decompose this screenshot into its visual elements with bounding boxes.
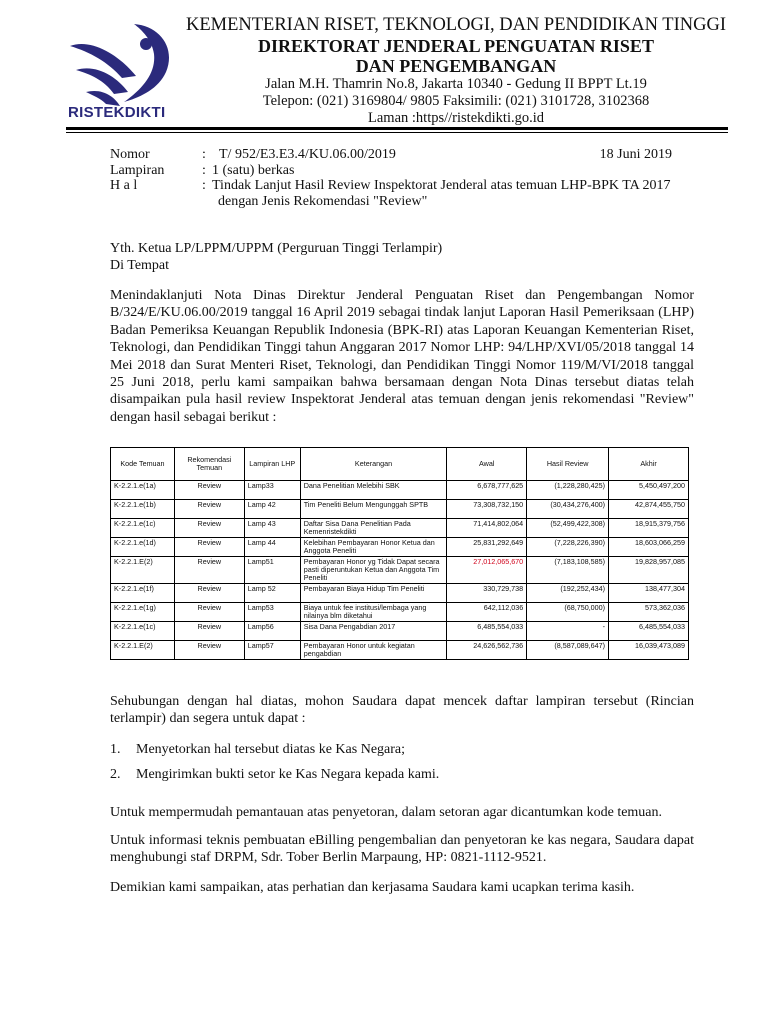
cell-kode: K-2.2.1.e(1c) — [111, 622, 175, 641]
letter-date: 18 Juni 2019 — [599, 147, 672, 162]
cell-awal: 25,831,292,649 — [447, 538, 527, 557]
colon: : — [202, 162, 206, 178]
action-list — [110, 741, 439, 791]
lampiran-row — [110, 163, 710, 179]
header-rekomendasi: Rekomendasi Temuan — [174, 448, 244, 481]
office-website: Laman :https//ristekdikti.go.id — [368, 110, 544, 126]
findings-table — [110, 447, 689, 660]
cell-hasil-review: (68,750,000) — [527, 603, 609, 622]
cell-keterangan: Sisa Dana Pengabdian 2017 — [300, 622, 447, 641]
cell-akhir: 42,874,455,750 — [609, 500, 689, 519]
cell-awal: 27,012,065,670 — [447, 557, 527, 584]
cell-hasil-review: (8,587,089,647) — [527, 641, 609, 660]
cell-akhir: 573,362,036 — [609, 603, 689, 622]
cell-kode: K-2.2.1.e(1b) — [111, 500, 175, 519]
logo-wordmark: RISTEKDIKTI — [68, 104, 166, 121]
cell-kode: K-2.2.1.e(1g) — [111, 603, 175, 622]
cell-awal: 6,485,554,033 — [447, 622, 527, 641]
table-row — [111, 584, 689, 603]
cell-kode: K-2.2.1.e(1d) — [111, 538, 175, 557]
cell-keterangan: Pembayaran Honor untuk kegiatan pengabdian — [300, 641, 447, 660]
cell-rekomendasi: Review — [174, 481, 244, 500]
table-row — [111, 538, 689, 557]
cell-akhir: 18,603,066,259 — [609, 538, 689, 557]
directorate-name: DIREKTORAT JENDERAL PENGUATAN RISET — [258, 36, 654, 56]
header-hasil-review: Hasil Review — [527, 448, 609, 481]
cell-keterangan: Dana Penelitian Melebihi SBK — [300, 481, 447, 500]
table-header-row — [111, 448, 689, 481]
cell-rekomendasi: Review — [174, 538, 244, 557]
letterhead-divider-thin — [66, 132, 728, 133]
cell-kode: K-2.2.1.E(2) — [111, 641, 175, 660]
cell-lampiran: Lamp33 — [244, 481, 300, 500]
cell-akhir: 16,039,473,089 — [609, 641, 689, 660]
cell-akhir: 19,828,957,085 — [609, 557, 689, 584]
hal-row — [110, 178, 710, 194]
cell-lampiran: Lamp 44 — [244, 538, 300, 557]
table-row — [111, 603, 689, 622]
hal-value: Tindak Lanjut Hasil Review Inspektorat Jenderal atas temuan LHP-BPK TA 2017 — [212, 178, 671, 193]
cell-awal: 24,626,562,736 — [447, 641, 527, 660]
cell-kode: K-2.2.1.e(1f) — [111, 584, 175, 603]
table-row — [111, 557, 689, 584]
table-row — [111, 641, 689, 660]
body-paragraph-5: Demikian kami sampaikan, atas perhatian dan kerjasama Saudara kami ucapkan terima kasih. — [110, 880, 635, 895]
cell-hasil-review: (52,499,422,308) — [527, 519, 609, 538]
letterhead — [180, 14, 732, 127]
cell-keterangan: Pembayaran Honor yg Tidak Dapat secara pasti diperuntukan Ketua dan Anggota Tim Peneliti — [300, 557, 447, 584]
cell-rekomendasi: Review — [174, 641, 244, 660]
cell-keterangan: Kelebihan Pembayaran Honor Ketua dan Anggota Peneliti — [300, 538, 447, 557]
cell-lampiran: Lamp51 — [244, 557, 300, 584]
cell-awal: 73,308,732,150 — [447, 500, 527, 519]
body-paragraph-3: Untuk mempermudah pemantauan atas penyetoran, dalam setoran agar dicantumkan kode temuan. — [110, 805, 663, 820]
cell-hasil-review: (192,252,434) — [527, 584, 609, 603]
cell-rekomendasi: Review — [174, 622, 244, 641]
cell-lampiran: Lamp 43 — [244, 519, 300, 538]
cell-rekomendasi: Review — [174, 500, 244, 519]
cell-lampiran: Lamp57 — [244, 641, 300, 660]
body-paragraph-4: Untuk informasi teknis pembuatan eBilling pengembalian dan penyetoran ke kas negara, Saudara dapat menghubungi staf DRPM, Sdr. Tober Berlin Marpaung, HP: 0821-1112-9521. — [110, 833, 694, 866]
office-phone: Telepon: (021) 3169804/ 9805 Faksimili: (021) 3101728, 3102368 — [262, 93, 650, 109]
table-row — [111, 500, 689, 519]
header-awal: Awal — [447, 448, 527, 481]
table-row — [111, 481, 689, 500]
ministry-name: KEMENTERIAN RISET, TEKNOLOGI, DAN PENDIDIKAN TINGGI — [185, 15, 727, 35]
list-item — [110, 741, 439, 758]
letter-meta — [110, 147, 710, 209]
cell-keterangan: Daftar Sisa Dana Penelitian Pada Kemenristekdikti — [300, 519, 447, 538]
cell-hasil-review: - — [527, 622, 609, 641]
cell-rekomendasi: Review — [174, 584, 244, 603]
body-paragraph-2: Sehubungan dengan hal diatas, mohon Saudara dapat mencek daftar lampiran tersebut (Rincian terlampir) dan segera untuk dapat : — [110, 694, 694, 727]
cell-lampiran: Lamp 52 — [244, 584, 300, 603]
cell-lampiran: Lamp56 — [244, 622, 300, 641]
cell-hasil-review: (30,434,276,400) — [527, 500, 609, 519]
cell-akhir: 138,477,304 — [609, 584, 689, 603]
recipient — [110, 240, 442, 274]
letterhead-divider-thick — [66, 127, 728, 130]
header-akhir: Akhir — [609, 448, 689, 481]
cell-kode: K-2.2.1.e(1a) — [111, 481, 175, 500]
recipient-place: Di Tempat — [110, 258, 170, 273]
cell-awal: 330,729,738 — [447, 584, 527, 603]
cell-awal: 6,678,777,625 — [447, 481, 527, 500]
list-number: 2. — [110, 767, 121, 782]
hal-label: H a l — [110, 178, 138, 193]
cell-rekomendasi: Review — [174, 519, 244, 538]
directorate-name-cont: DAN PENGEMBANGAN — [355, 56, 557, 76]
list-text: Mengirimkan bukti setor ke Kas Negara kepada kami. — [136, 767, 440, 782]
lampiran-value: 1 (satu) berkas — [212, 162, 295, 178]
list-item — [110, 766, 439, 783]
cell-keterangan: Tim Peneliti Belum Mengunggah SPTB — [300, 500, 447, 519]
cell-keterangan: Biaya untuk fee institusi/lembaga yang nilainya blm diketahui — [300, 603, 447, 622]
cell-akhir: 5,450,497,200 — [609, 481, 689, 500]
cell-keterangan: Pembayaran Biaya Hidup Tim Peneliti — [300, 584, 447, 603]
cell-akhir: 18,915,379,756 — [609, 519, 689, 538]
cell-hasil-review: (1,228,280,425) — [527, 481, 609, 500]
cell-akhir: 6,485,554,033 — [609, 622, 689, 641]
table-row — [111, 622, 689, 641]
lampiran-label: Lampiran — [110, 162, 165, 178]
list-number: 1. — [110, 742, 121, 757]
header-keterangan: Keterangan — [300, 448, 447, 481]
cell-hasil-review: (7,228,226,390) — [527, 538, 609, 557]
cell-kode: K-2.2.1.E(2) — [111, 557, 175, 584]
cell-hasil-review: (7,183,108,585) — [527, 557, 609, 584]
cell-awal: 71,414,802,064 — [447, 519, 527, 538]
recipient-name: Yth. Ketua LP/LPPM/UPPM (Perguruan Tinggi Terlampir) — [110, 241, 443, 256]
cell-kode: K-2.2.1.e(1c) — [111, 519, 175, 538]
colon: : — [202, 178, 206, 193]
cell-rekomendasi: Review — [174, 603, 244, 622]
colon: : — [202, 147, 206, 162]
nomor-label: Nomor — [110, 147, 150, 162]
office-address: Jalan M.H. Thamrin No.8, Jakarta 10340 - Gedung II BPPT Lt.19 — [265, 76, 647, 92]
cell-lampiran: Lamp 42 — [244, 500, 300, 519]
hal-value-cont: dengan Jenis Rekomendasi "Review" — [218, 193, 428, 209]
cell-lampiran: Lamp53 — [244, 603, 300, 622]
nomor-text: T/ 952/E3.E3.4/KU.06.00/2019 — [219, 147, 396, 162]
table-row — [111, 519, 689, 538]
body-paragraph-1: Menindaklanjuti Nota Dinas Direktur Jenderal Penguatan Riset dan Pengembangan Nomor B/324/E/KU.06.00/2019 tanggal 16 April 2019 sebagai tindak lanjut Laporan Hasil Pemeriksaan (LHP) Badan Pemeriksa Keuangan Republik Indonesia (BPK-RI) atas Laporan Keuangan Kementerian Riset, Teknologi, dan Pendidikan Tinggi tahun Anggaran 2017 Nomor LHP: 94/LHP/XVI/05/2018 tanggal 14 Mei 2018 dan Surat Menteri Riset, Teknologi, dan Pendidikan Tinggi Nomor 119/M/VI/2018 tanggal 25 Juni 2018, perlu kami sampaikan bahwa bersamaan dengan Nota Dinas tersebut diatas telah disampaikan pula hasil review Inspektorat Jenderal atas temuan dengan jenis rekomendasi "Review" dengan hasil sebagai berikut : — [110, 288, 694, 425]
header-lampiran: Lampiran LHP — [244, 448, 300, 481]
list-text: Menyetorkan hal tersebut diatas ke Kas Negara; — [136, 742, 406, 757]
cell-awal: 642,112,036 — [447, 603, 527, 622]
cell-rekomendasi: Review — [174, 557, 244, 584]
header-kode: Kode Temuan — [111, 448, 175, 481]
